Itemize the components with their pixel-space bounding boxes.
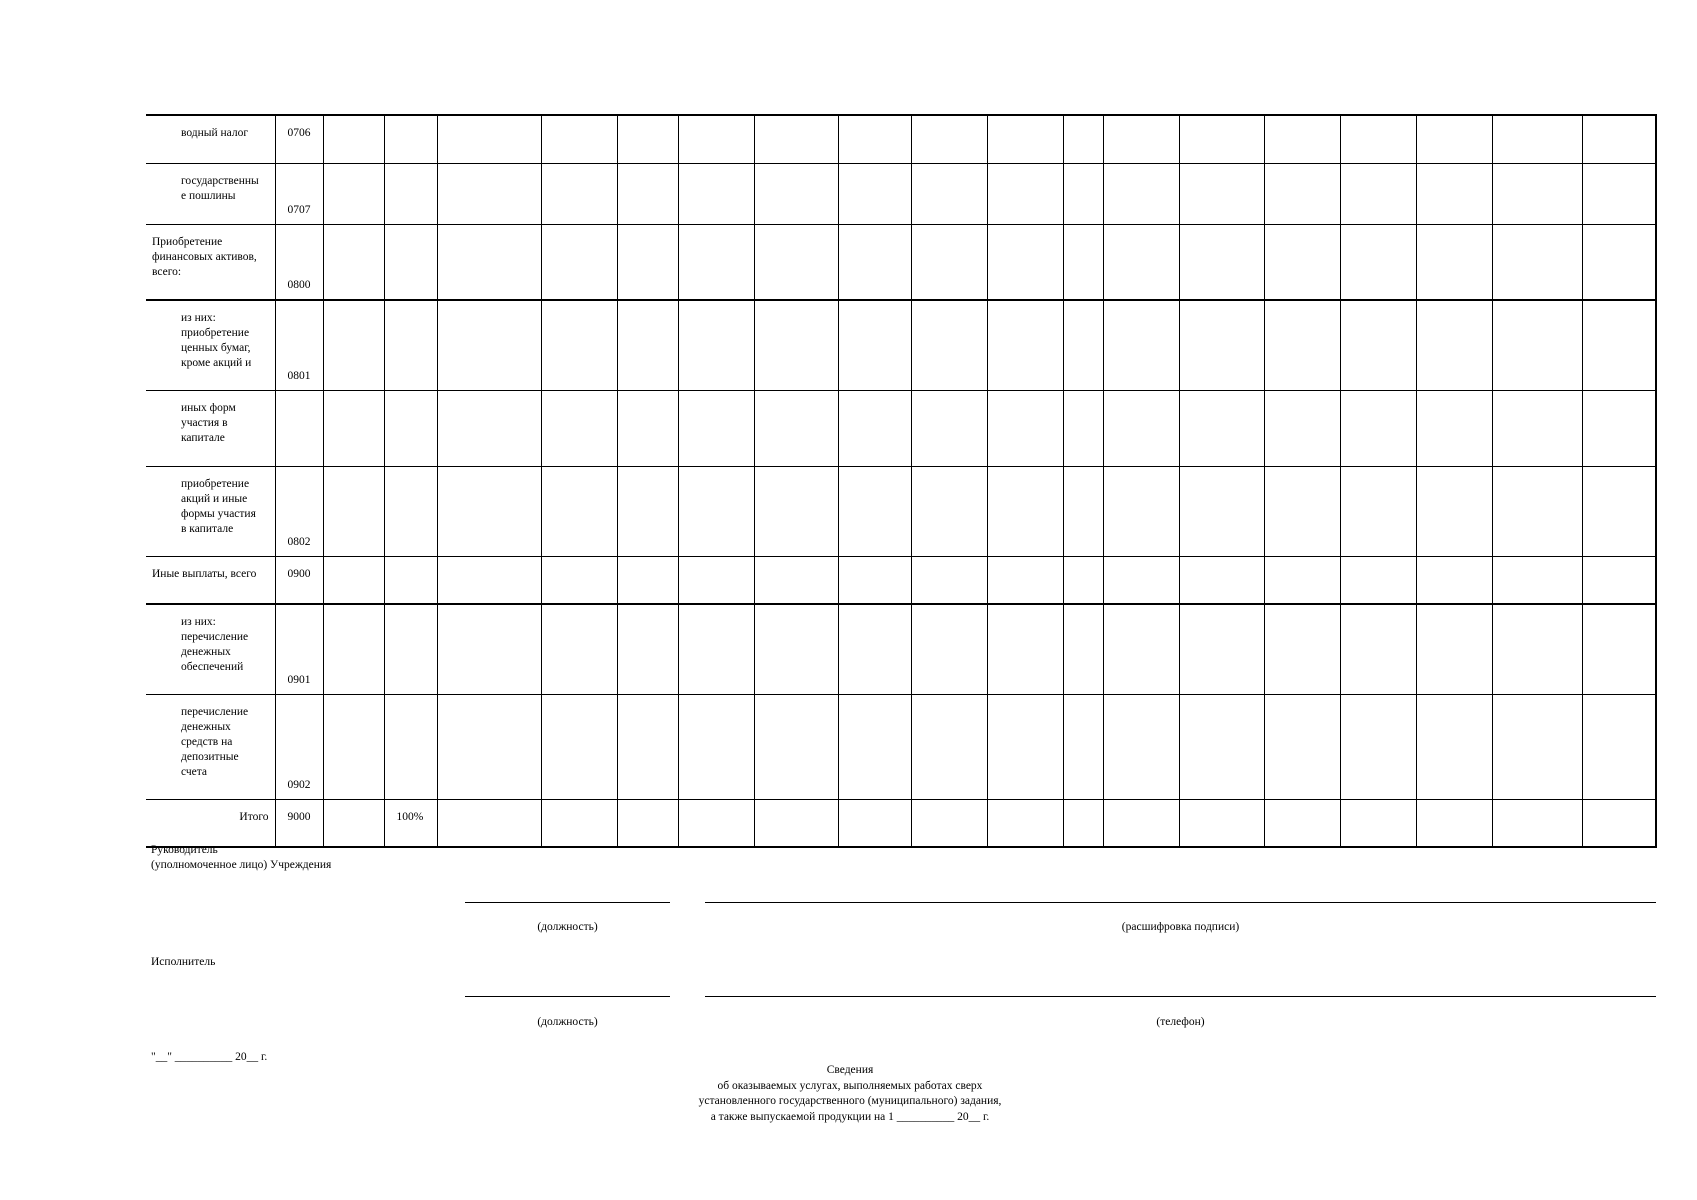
value-cell[interactable] — [437, 115, 541, 163]
row-code: 0902 — [287, 778, 311, 791]
table-row — [146, 115, 1656, 163]
value-cell[interactable] — [1492, 694, 1582, 799]
value-cell[interactable] — [678, 224, 754, 300]
value-cell[interactable] — [1492, 390, 1582, 466]
row-code-cell — [275, 115, 323, 163]
value-cell[interactable] — [1340, 799, 1416, 847]
value-cell[interactable] — [911, 604, 987, 694]
table-row — [146, 466, 1656, 556]
value-cell[interactable] — [678, 694, 754, 799]
value-cell[interactable] — [1492, 466, 1582, 556]
value-cell[interactable] — [384, 224, 437, 300]
row-name: иных форм участия в капитале — [181, 401, 236, 444]
row-name: государственны е пошлины — [181, 174, 259, 202]
value-cell[interactable] — [384, 556, 437, 604]
row-code-cell — [275, 163, 323, 224]
head-position-caption: (должность) — [537, 921, 598, 933]
value-cell[interactable] — [1103, 390, 1179, 466]
value-cell[interactable] — [987, 556, 1063, 604]
value-cell[interactable] — [1103, 115, 1179, 163]
value-cell[interactable] — [754, 115, 838, 163]
value-cell[interactable] — [1103, 466, 1179, 556]
row-name: приобретение акций и иные формы участия в капитале — [181, 477, 256, 535]
value-cell[interactable] — [323, 799, 384, 847]
value-cell[interactable] — [617, 115, 678, 163]
value-cell[interactable] — [838, 604, 911, 694]
table-row — [146, 163, 1656, 224]
executor-position-caption: (должность) — [537, 1016, 598, 1028]
value-cell[interactable] — [1063, 466, 1103, 556]
value-cell[interactable] — [437, 466, 541, 556]
value-cell[interactable] — [437, 604, 541, 694]
value-cell[interactable] — [911, 390, 987, 466]
value-cell[interactable] — [1264, 694, 1340, 799]
row-name-cell — [146, 556, 275, 604]
value-cell[interactable] — [323, 694, 384, 799]
summary-title-line3: установленного государственного (муниципального) задания, — [698, 1095, 1002, 1107]
value-cell[interactable] — [1582, 390, 1656, 466]
value-cell[interactable] — [384, 694, 437, 799]
value-cell[interactable] — [1103, 799, 1179, 847]
value-cell[interactable] — [323, 300, 384, 390]
row-code-cell — [275, 694, 323, 799]
value-cell[interactable] — [987, 799, 1063, 847]
value-cell[interactable] — [987, 604, 1063, 694]
value-cell[interactable] — [617, 604, 678, 694]
value-cell[interactable] — [754, 224, 838, 300]
value-cell[interactable] — [617, 466, 678, 556]
value-cell[interactable] — [323, 163, 384, 224]
summary-title-line2: об оказываемых услугах, выполняемых работах сверх — [717, 1079, 983, 1092]
value-cell[interactable] — [541, 556, 617, 604]
value-cell[interactable] — [754, 163, 838, 224]
table-row-total — [146, 799, 1656, 847]
value-cell[interactable] — [911, 556, 987, 604]
value-cell[interactable] — [1063, 799, 1103, 847]
total-percent-cell — [384, 799, 437, 847]
head-position-line[interactable] — [465, 902, 670, 903]
value-cell[interactable] — [754, 466, 838, 556]
value-cell[interactable] — [1103, 224, 1179, 300]
value-cell[interactable] — [1264, 604, 1340, 694]
row-code-cell — [275, 224, 323, 300]
head-decode-line[interactable] — [705, 902, 1656, 903]
value-cell[interactable] — [1340, 115, 1416, 163]
value-cell[interactable] — [1264, 224, 1340, 300]
report-table — [146, 114, 1657, 848]
value-cell[interactable] — [1103, 694, 1179, 799]
value-cell[interactable] — [678, 799, 754, 847]
value-cell[interactable] — [1582, 300, 1656, 390]
row-name-cell — [146, 604, 275, 694]
value-cell[interactable] — [1416, 466, 1492, 556]
value-cell[interactable] — [1340, 466, 1416, 556]
value-cell[interactable] — [1416, 604, 1492, 694]
row-code: 0706 — [287, 127, 311, 139]
value-cell[interactable] — [617, 390, 678, 466]
row-code-cell — [275, 604, 323, 694]
row-name-cell — [146, 300, 275, 390]
value-cell[interactable] — [1264, 466, 1340, 556]
value-cell[interactable] — [1179, 694, 1264, 799]
value-cell[interactable] — [323, 115, 384, 163]
table-row — [146, 556, 1656, 604]
value-cell[interactable] — [911, 224, 987, 300]
row-code: 0707 — [287, 203, 311, 216]
value-cell[interactable] — [1416, 556, 1492, 604]
value-cell[interactable] — [1179, 300, 1264, 390]
value-cell[interactable] — [1179, 604, 1264, 694]
total-name: Итого — [239, 810, 269, 823]
value-cell[interactable] — [1264, 115, 1340, 163]
row-name-cell — [146, 390, 275, 466]
value-cell[interactable] — [1492, 163, 1582, 224]
value-cell[interactable] — [838, 799, 911, 847]
total-code-cell — [275, 799, 323, 847]
value-cell[interactable] — [323, 224, 384, 300]
value-cell[interactable] — [1582, 115, 1656, 163]
value-cell[interactable] — [1103, 300, 1179, 390]
row-code-cell — [275, 390, 323, 466]
value-cell[interactable] — [1340, 224, 1416, 300]
value-cell[interactable] — [754, 390, 838, 466]
value-cell[interactable] — [678, 163, 754, 224]
value-cell[interactable] — [1179, 224, 1264, 300]
row-code: 0900 — [287, 567, 311, 580]
value-cell[interactable] — [1063, 604, 1103, 694]
value-cell[interactable] — [1179, 466, 1264, 556]
head-label-line2: (уполномоченное лицо) Учреждения — [151, 859, 332, 871]
summary-title-line1: Сведения — [826, 1064, 874, 1076]
value-cell[interactable] — [437, 799, 541, 847]
value-cell[interactable] — [1179, 556, 1264, 604]
value-cell[interactable] — [541, 466, 617, 556]
value-cell[interactable] — [838, 224, 911, 300]
row-name: водный налог — [181, 127, 249, 139]
value-cell[interactable] — [1103, 556, 1179, 604]
value-cell[interactable] — [838, 466, 911, 556]
value-cell[interactable] — [911, 300, 987, 390]
value-cell[interactable] — [1264, 390, 1340, 466]
row-code: 0901 — [287, 673, 311, 686]
row-name: из них: приобретение ценных бумаг, кроме акций и — [181, 312, 252, 369]
value-cell[interactable] — [1582, 604, 1656, 694]
value-cell[interactable] — [678, 115, 754, 163]
value-cell[interactable] — [384, 466, 437, 556]
value-cell[interactable] — [1264, 163, 1340, 224]
value-cell[interactable] — [838, 390, 911, 466]
value-cell[interactable] — [987, 163, 1063, 224]
value-cell[interactable] — [754, 604, 838, 694]
value-cell[interactable] — [384, 390, 437, 466]
summary-title-line4: а также выпускаемой продукции на 1 __________ 20__ г. — [710, 1110, 990, 1123]
value-cell[interactable] — [838, 163, 911, 224]
value-cell[interactable] — [987, 224, 1063, 300]
value-cell[interactable] — [1582, 466, 1656, 556]
value-cell[interactable] — [987, 466, 1063, 556]
value-cell[interactable] — [1492, 799, 1582, 847]
value-cell[interactable] — [384, 300, 437, 390]
value-cell[interactable] — [678, 556, 754, 604]
value-cell[interactable] — [678, 390, 754, 466]
value-cell[interactable] — [541, 694, 617, 799]
value-cell[interactable] — [754, 556, 838, 604]
value-cell[interactable] — [1340, 163, 1416, 224]
executor-phone-line[interactable] — [705, 996, 1656, 997]
row-name: перечисление денежных средств на депозитные счета — [181, 705, 249, 778]
value-cell[interactable] — [541, 390, 617, 466]
table-row — [146, 694, 1656, 799]
value-cell[interactable] — [1492, 300, 1582, 390]
value-cell[interactable] — [1179, 115, 1264, 163]
row-code-cell — [275, 300, 323, 390]
value-cell[interactable] — [1063, 163, 1103, 224]
total-percent: 100% — [396, 810, 424, 823]
row-code-cell — [275, 556, 323, 604]
row-code: 0802 — [287, 535, 311, 548]
value-cell[interactable] — [541, 300, 617, 390]
value-cell[interactable] — [437, 224, 541, 300]
value-cell[interactable] — [838, 694, 911, 799]
value-cell[interactable] — [1416, 799, 1492, 847]
value-cell[interactable] — [323, 466, 384, 556]
value-cell[interactable] — [987, 300, 1063, 390]
value-cell[interactable] — [911, 799, 987, 847]
value-cell[interactable] — [437, 300, 541, 390]
value-cell[interactable] — [323, 390, 384, 466]
value-cell[interactable] — [1264, 556, 1340, 604]
row-name-cell — [146, 163, 275, 224]
value-cell[interactable] — [323, 604, 384, 694]
value-cell[interactable] — [1492, 224, 1582, 300]
row-name-cell — [146, 115, 275, 163]
value-cell[interactable] — [617, 300, 678, 390]
value-cell[interactable] — [754, 799, 838, 847]
head-label-line1: Руководитель — [151, 844, 218, 856]
value-cell[interactable] — [911, 115, 987, 163]
row-code: 0800 — [287, 279, 311, 291]
value-cell[interactable] — [1063, 694, 1103, 799]
value-cell[interactable] — [541, 604, 617, 694]
value-cell[interactable] — [1340, 556, 1416, 604]
summary-title — [660, 1063, 1040, 1125]
date-line: "__" __________ 20__ г. — [151, 1051, 268, 1063]
executor-position-line[interactable] — [465, 996, 670, 997]
value-cell[interactable] — [437, 694, 541, 799]
value-cell[interactable] — [541, 115, 617, 163]
head-decode-caption: (расшифровка подписи) — [1121, 921, 1240, 933]
value-cell[interactable] — [911, 694, 987, 799]
value-cell[interactable] — [678, 466, 754, 556]
value-cell[interactable] — [617, 224, 678, 300]
value-cell[interactable] — [617, 163, 678, 224]
value-cell[interactable] — [838, 556, 911, 604]
value-cell[interactable] — [384, 115, 437, 163]
value-cell[interactable] — [1416, 163, 1492, 224]
executor-label: Исполнитель — [151, 956, 216, 968]
value-cell[interactable] — [1416, 224, 1492, 300]
value-cell[interactable] — [678, 604, 754, 694]
value-cell[interactable] — [1063, 556, 1103, 604]
value-cell[interactable] — [987, 115, 1063, 163]
value-cell[interactable] — [541, 163, 617, 224]
value-cell[interactable] — [437, 556, 541, 604]
value-cell[interactable] — [1063, 224, 1103, 300]
value-cell[interactable] — [1063, 390, 1103, 466]
value-cell[interactable] — [1416, 115, 1492, 163]
row-name-cell — [146, 466, 275, 556]
value-cell[interactable] — [1179, 799, 1264, 847]
row-name: Приобретение финансовых активов, всего: — [152, 235, 257, 278]
total-code: 9000 — [287, 810, 311, 823]
table-row — [146, 604, 1656, 694]
value-cell[interactable] — [1492, 556, 1582, 604]
value-cell[interactable] — [1492, 604, 1582, 694]
value-cell[interactable] — [1179, 163, 1264, 224]
value-cell[interactable] — [1492, 115, 1582, 163]
value-cell[interactable] — [541, 799, 617, 847]
row-name-cell — [146, 694, 275, 799]
value-cell[interactable] — [1582, 694, 1656, 799]
value-cell[interactable] — [911, 466, 987, 556]
table-row — [146, 390, 1656, 466]
row-name-cell — [146, 224, 275, 300]
value-cell[interactable] — [1582, 163, 1656, 224]
value-cell[interactable] — [1179, 390, 1264, 466]
value-cell[interactable] — [1340, 604, 1416, 694]
value-cell[interactable] — [384, 604, 437, 694]
value-cell[interactable] — [617, 694, 678, 799]
value-cell[interactable] — [1103, 163, 1179, 224]
value-cell[interactable] — [1416, 300, 1492, 390]
value-cell[interactable] — [1063, 300, 1103, 390]
table-row — [146, 224, 1656, 300]
value-cell[interactable] — [1582, 799, 1656, 847]
table-row — [146, 300, 1656, 390]
value-cell[interactable] — [384, 163, 437, 224]
row-name: из них: перечисление денежных обеспечений — [181, 616, 249, 673]
value-cell[interactable] — [617, 556, 678, 604]
table-body — [146, 115, 1656, 847]
value-cell[interactable] — [838, 300, 911, 390]
executor-phone-caption: (телефон) — [1156, 1016, 1205, 1028]
value-cell[interactable] — [1416, 390, 1492, 466]
value-cell[interactable] — [1582, 556, 1656, 604]
value-cell[interactable] — [437, 390, 541, 466]
value-cell[interactable] — [754, 300, 838, 390]
value-cell[interactable] — [617, 799, 678, 847]
value-cell[interactable] — [1264, 799, 1340, 847]
value-cell[interactable] — [1063, 115, 1103, 163]
value-cell[interactable] — [987, 390, 1063, 466]
value-cell[interactable] — [323, 556, 384, 604]
row-code: 0801 — [287, 369, 311, 382]
value-cell[interactable] — [1582, 224, 1656, 300]
value-cell[interactable] — [437, 163, 541, 224]
total-name-cell — [146, 799, 275, 847]
row-code-cell — [275, 466, 323, 556]
row-name: Иные выплаты, всего — [152, 567, 257, 580]
value-cell[interactable] — [1416, 694, 1492, 799]
value-cell[interactable] — [1264, 300, 1340, 390]
value-cell[interactable] — [1340, 390, 1416, 466]
value-cell[interactable] — [1340, 300, 1416, 390]
value-cell[interactable] — [1340, 694, 1416, 799]
value-cell[interactable] — [678, 300, 754, 390]
value-cell[interactable] — [541, 224, 617, 300]
value-cell[interactable] — [754, 694, 838, 799]
value-cell[interactable] — [911, 163, 987, 224]
value-cell[interactable] — [1103, 604, 1179, 694]
value-cell[interactable] — [987, 694, 1063, 799]
value-cell[interactable] — [838, 115, 911, 163]
